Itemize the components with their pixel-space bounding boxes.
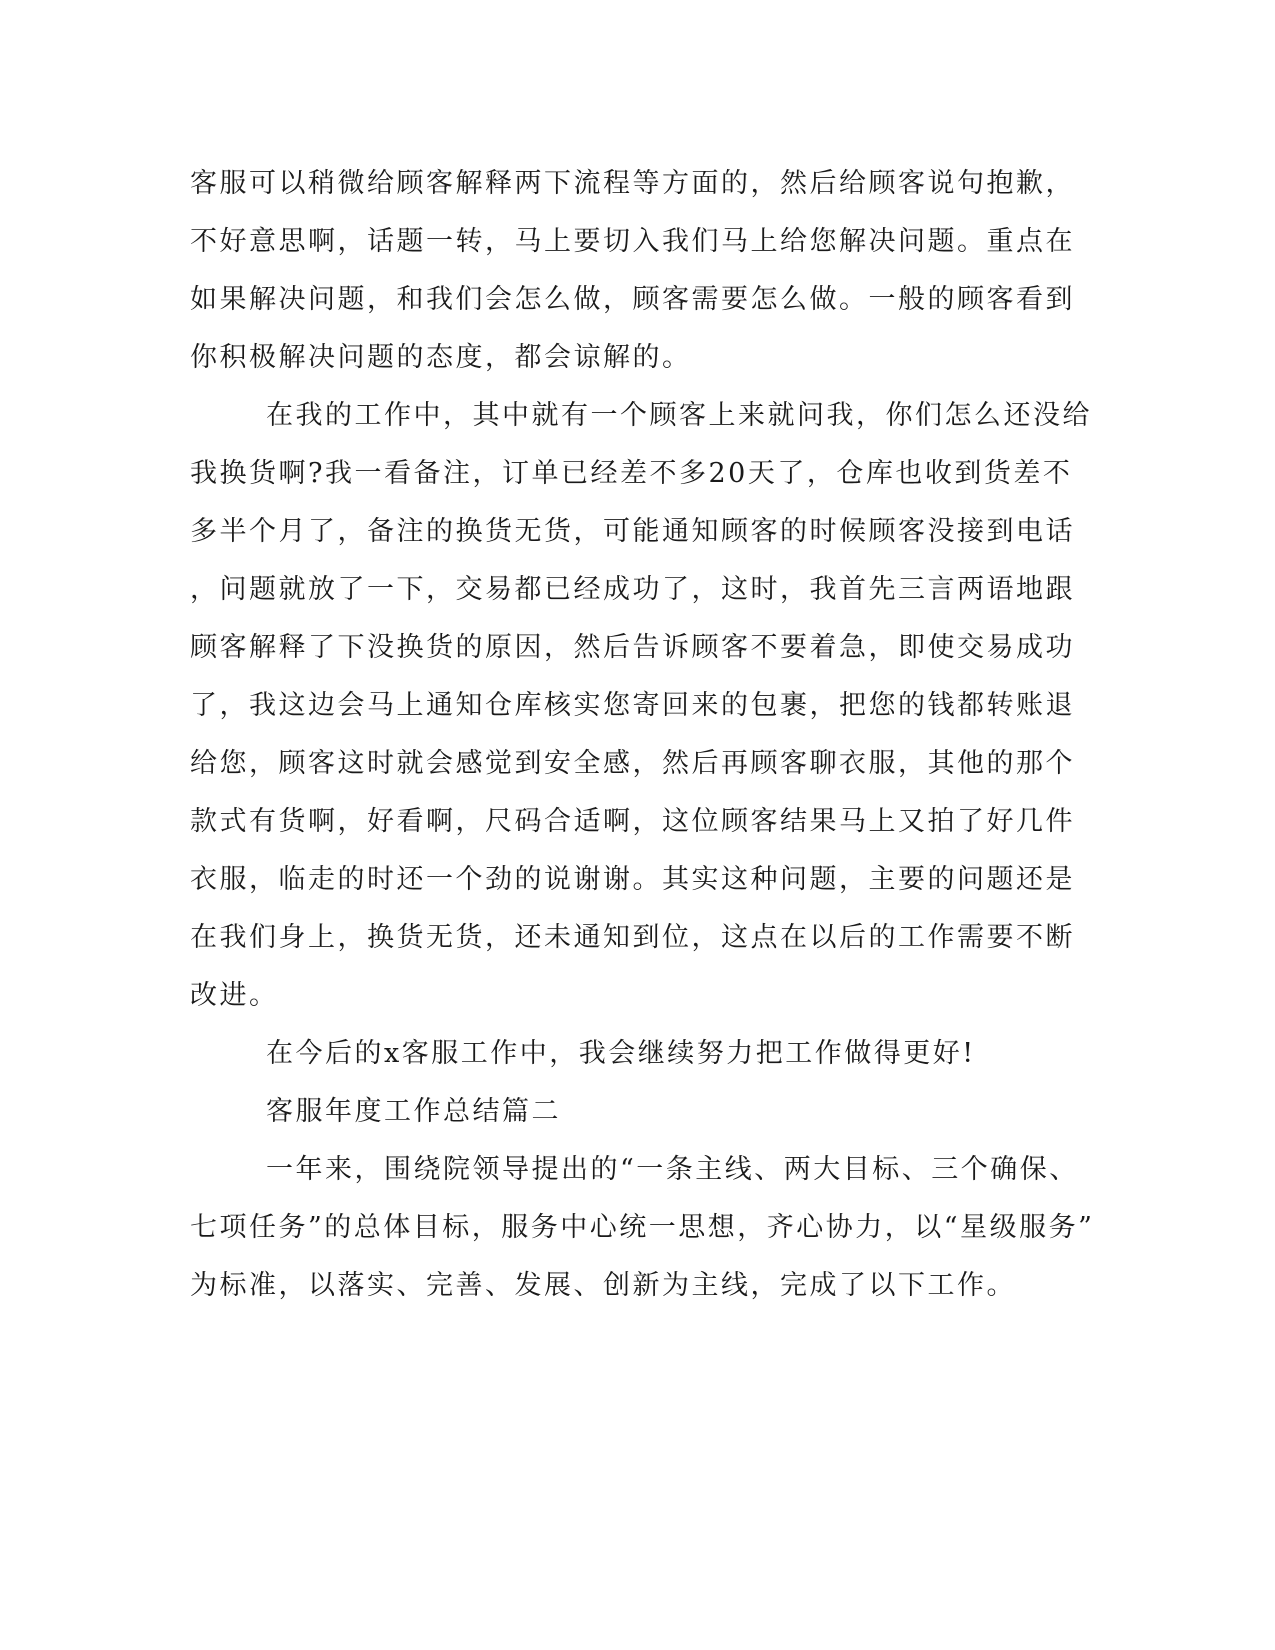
paragraph-first-line: 一年来，围绕院领导提出的“一条主线、两大目标、三个确保、 bbox=[266, 1154, 1079, 1185]
text-line: 我换货啊?我一看备注，订单已经差不多20天了，仓库也收到货差不 bbox=[190, 458, 1073, 489]
text-line: 给您，顾客这时就会感觉到安全感，然后再顾客聊衣服，其他的那个 bbox=[190, 748, 1075, 779]
text-line: 为标准，以落实、完善、发展、创新为主线，完成了以下工作。 bbox=[190, 1270, 1016, 1301]
text-line: 款式有货啊，好看啊，尺码合适啊，这位顾客结果马上又拍了好几件 bbox=[190, 806, 1075, 837]
text-line: 改进。 bbox=[190, 980, 279, 1011]
text-line: 不好意思啊，话题一转，马上要切入我们马上给您解决问题。重点在 bbox=[190, 226, 1075, 257]
text-line: 衣服，临走的时还一个劲的说谢谢。其实这种问题，主要的问题还是 bbox=[190, 864, 1075, 895]
paragraph-first-line: 在我的工作中，其中就有一个顾客上来就问我，你们怎么还没给 bbox=[266, 400, 1092, 431]
text-line: 七项任务”的总体目标，服务中心统一思想，齐心协力，以“星级服务” bbox=[190, 1212, 1095, 1243]
text-line: 客服可以稍微给顾客解释两下流程等方面的，然后给顾客说句抱歉， bbox=[190, 168, 1075, 199]
text-line: 你积极解决问题的态度，都会谅解的。 bbox=[190, 342, 692, 373]
paragraph-first-line: 在今后的x客服工作中，我会继续努力把工作做得更好! bbox=[266, 1038, 976, 1069]
text-line: 多半个月了，备注的换货无货，可能通知顾客的时候顾客没接到电话 bbox=[190, 516, 1075, 547]
text-line: 了，我这边会马上通知仓库核实您寄回来的包裹，把您的钱都转账退 bbox=[190, 690, 1075, 721]
section-heading: 客服年度工作总结篇二 bbox=[266, 1096, 561, 1127]
text-line: ，问题就放了一下，交易都已经成功了，这时，我首先三言两语地跟 bbox=[190, 574, 1075, 605]
text-line: 顾客解释了下没换货的原因，然后告诉顾客不要着急，即使交易成功 bbox=[190, 632, 1075, 663]
text-line: 如果解决问题，和我们会怎么做，顾客需要怎么做。一般的顾客看到 bbox=[190, 284, 1075, 315]
text-line: 在我们身上，换货无货，还未通知到位，这点在以后的工作需要不断 bbox=[190, 922, 1075, 953]
